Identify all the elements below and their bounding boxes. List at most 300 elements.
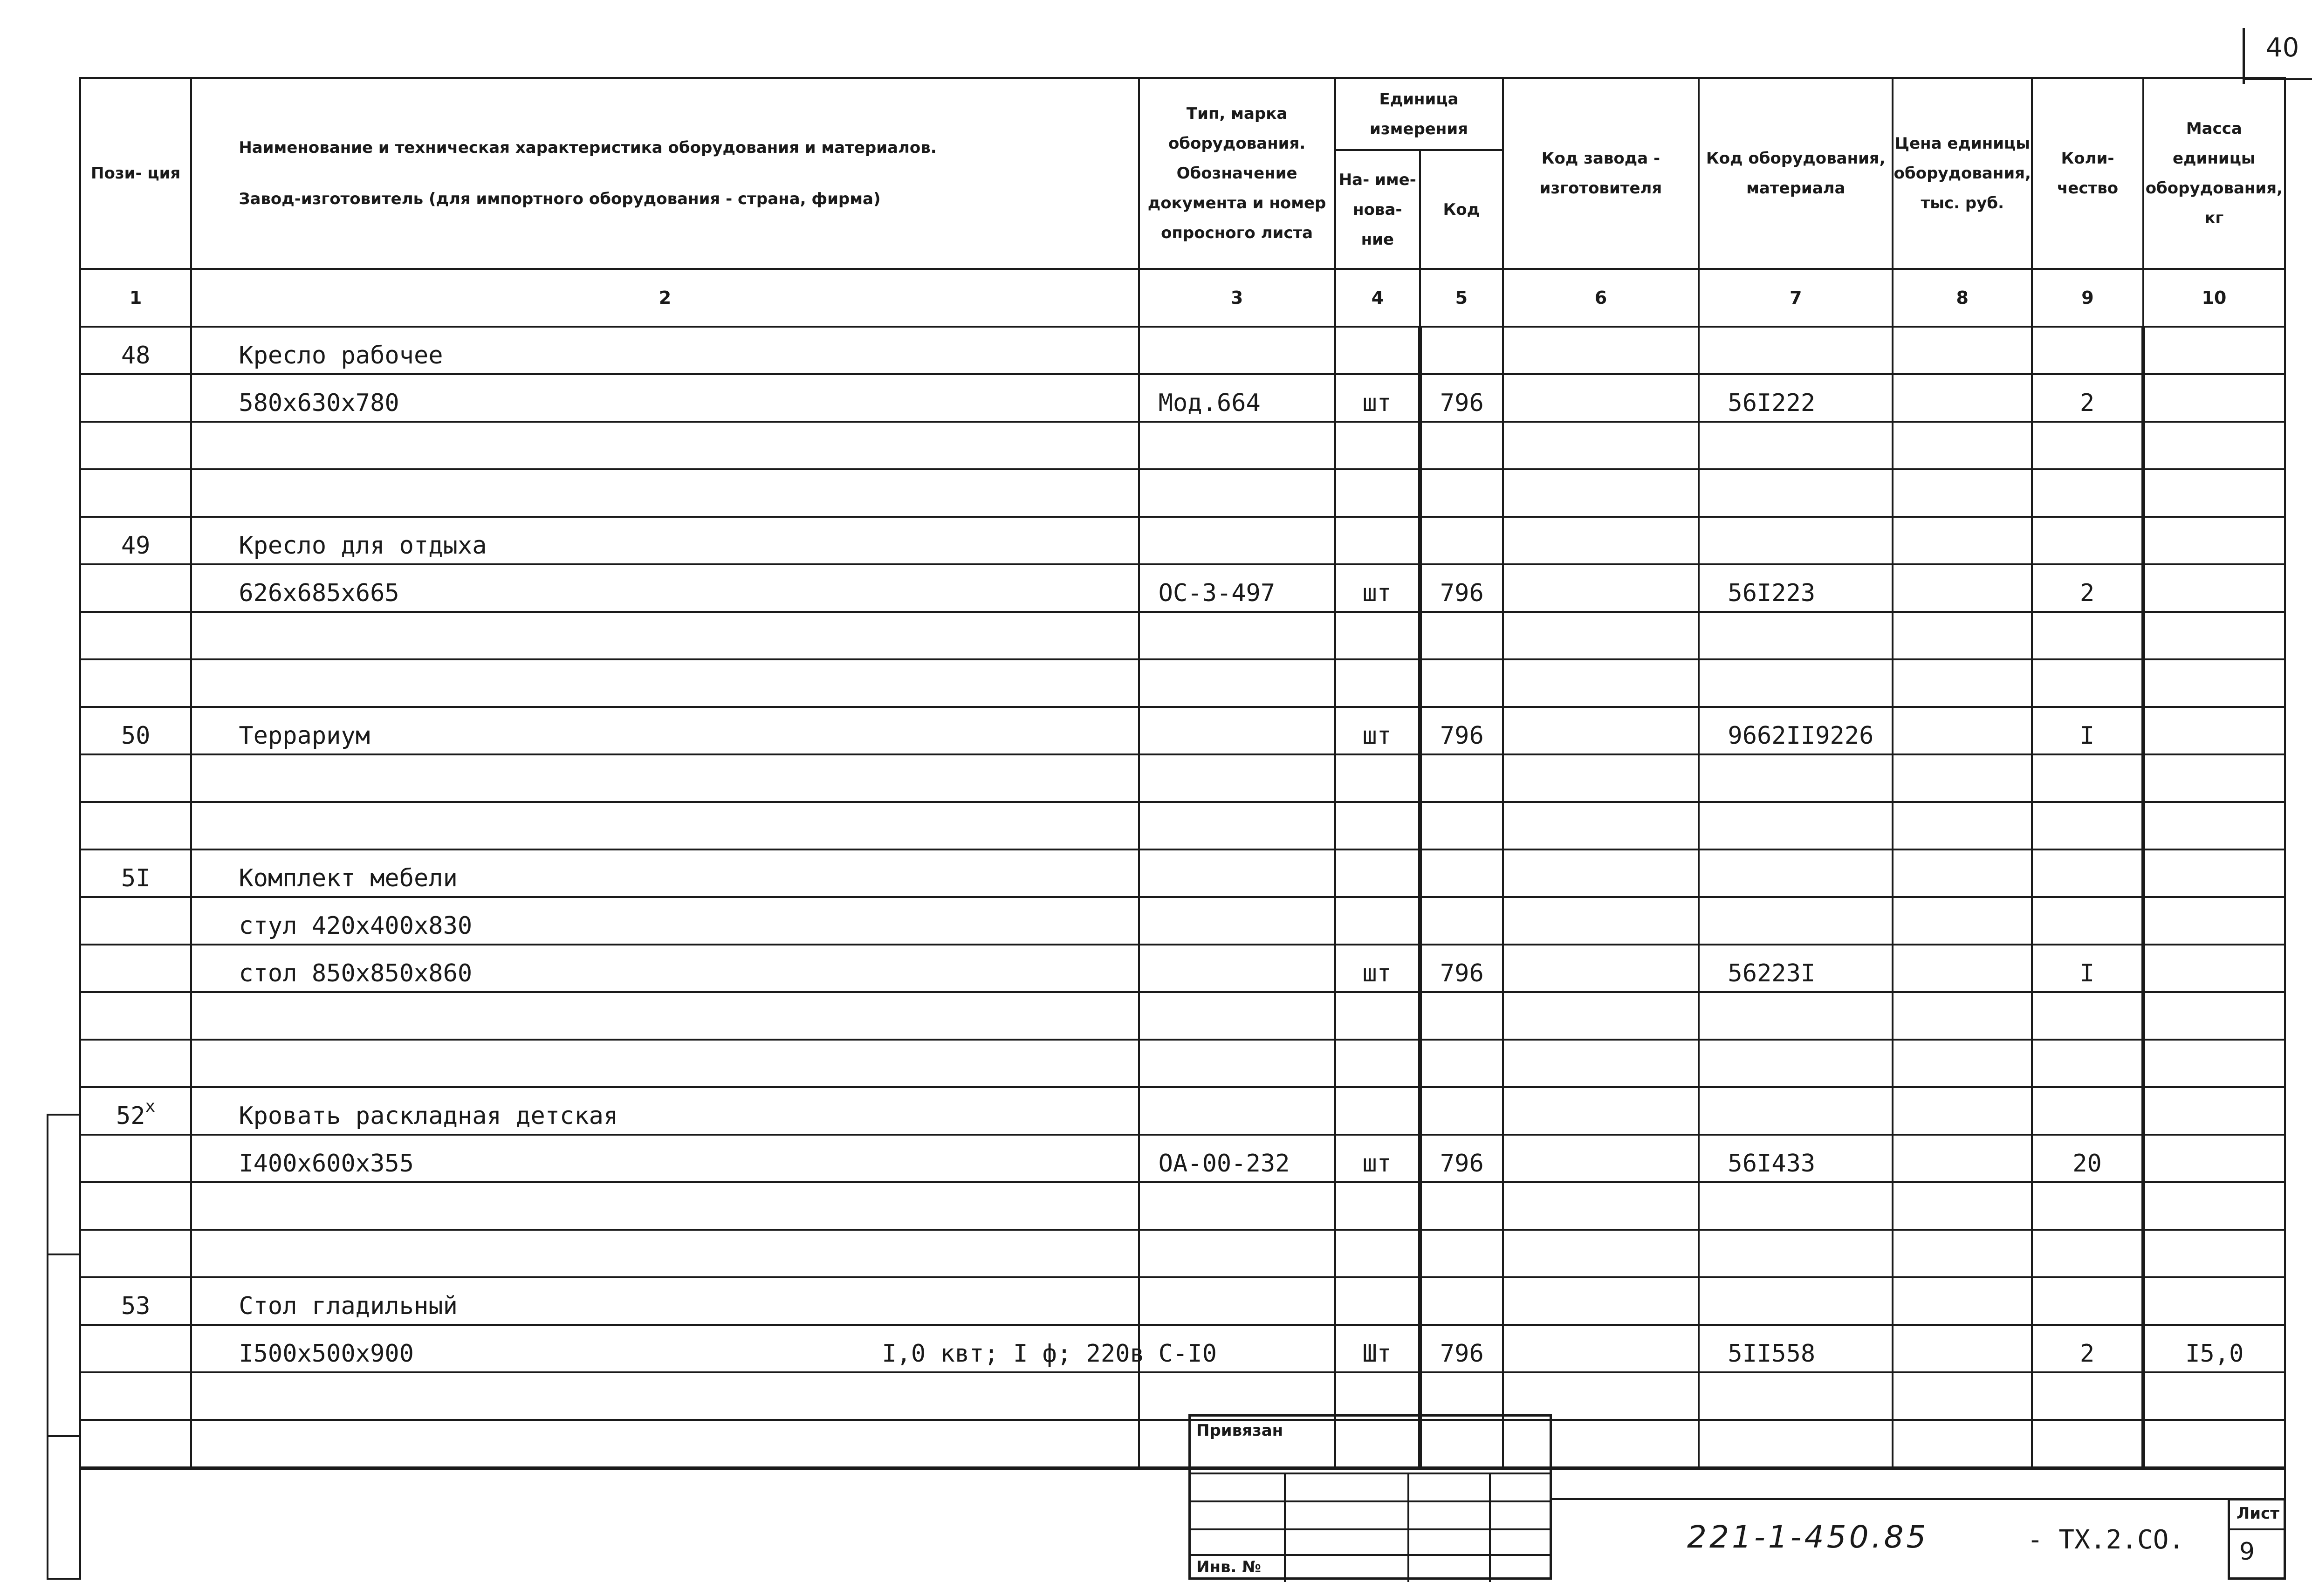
cell-text: Комплект мебели [239, 864, 458, 892]
cell-col-7 [1699, 802, 1893, 849]
cell-text: ОА-00-232 [1158, 1150, 1290, 1178]
cell-col-10 [2143, 849, 2285, 897]
cell-col-4 [1335, 327, 1420, 374]
cell-text: ОС-3-497 [1158, 579, 1276, 607]
cell-col-6 [1503, 754, 1699, 802]
cell-col-6 [1503, 1135, 1699, 1182]
cell-text: Шт [1362, 1340, 1392, 1368]
cell-text: 5I [121, 864, 151, 892]
cell-col-9 [2032, 1087, 2143, 1135]
cell-col-10 [2143, 659, 2285, 707]
cell-col-7 [1699, 992, 1893, 1040]
cell-col-8 [1893, 754, 2032, 802]
cell-text: Кресло рабочее [239, 342, 443, 370]
cell-col-1 [80, 897, 191, 945]
cell-col-4 [1335, 802, 1420, 849]
cell-text: шт [1362, 722, 1392, 750]
cell-col-9 [2032, 1277, 2143, 1325]
cell-col-2 [191, 849, 1139, 897]
cell-col-1 [80, 517, 191, 564]
cell-col-9 [2032, 1230, 2143, 1277]
cell-col-1 [80, 1182, 191, 1230]
cell-col-3 [1139, 612, 1335, 659]
cell-col-10 [2143, 754, 2285, 802]
cell-text: Стол гладильный [239, 1292, 458, 1320]
cell-col-3 [1139, 1087, 1335, 1135]
cell-col-7 [1699, 1087, 1893, 1135]
cell-col-3 [1139, 802, 1335, 849]
cell-text: 56I223 [1728, 579, 1816, 607]
table-row [80, 754, 2285, 802]
cell-col-5 [1420, 422, 1502, 469]
cell-col-8 [1893, 1277, 2032, 1325]
cell-col-1 [80, 707, 191, 754]
cell-col-1 [80, 327, 191, 374]
cell-col-1 [80, 945, 191, 992]
cell-col-6 [1503, 659, 1699, 707]
cell-col-7 [1699, 517, 1893, 564]
stamp-label: Привязан [1196, 1421, 1283, 1440]
cell-text: стул 420х400х830 [239, 912, 473, 940]
cell-col-8 [1893, 849, 2032, 897]
cell-col-10 [2143, 802, 2285, 849]
cell-col-3 [1139, 1277, 1335, 1325]
cell-col-6 [1503, 469, 1699, 517]
cell-col-8 [1893, 802, 2032, 849]
sheet-number: 9 [2239, 1538, 2255, 1566]
cell-col-6 [1503, 1040, 1699, 1087]
cell-col-1 [80, 422, 191, 469]
cell-col-9 [2032, 1182, 2143, 1230]
cell-text: I [2079, 959, 2095, 987]
cell-col-7 [1699, 1182, 1893, 1230]
cell-col-2 [191, 945, 1139, 992]
cell-text: 9662II9226 [1728, 722, 1874, 750]
cell-text: 2 [2079, 579, 2095, 607]
cell-col-4 [1335, 374, 1420, 422]
table-row [80, 1325, 2285, 1372]
cell-col-4 [1335, 754, 1420, 802]
column-number-7: 7 [1699, 269, 1893, 327]
cell-col-8 [1893, 1087, 2032, 1135]
cell-col-10 [2143, 374, 2285, 422]
header-name-line1: Наименование и техническая характеристика оборудования и материалов. [239, 138, 937, 157]
cell-col-2 [191, 897, 1139, 945]
cell-col-4 [1335, 1182, 1420, 1230]
cell-col-5 [1420, 1372, 1502, 1420]
cell-col-5 [1420, 754, 1502, 802]
corner-divider [2243, 28, 2245, 84]
cell-col-10 [2143, 945, 2285, 992]
header-position: Пози- ция [80, 78, 191, 269]
cell-col-2 [191, 802, 1139, 849]
cell-col-6 [1503, 422, 1699, 469]
cell-col-7 [1699, 327, 1893, 374]
cell-col-1 [80, 1277, 191, 1325]
cell-col-3 [1139, 659, 1335, 707]
cell-col-9 [2032, 659, 2143, 707]
cell-col-4 [1335, 612, 1420, 659]
cell-col-5 [1420, 564, 1502, 612]
cell-col-2 [191, 1372, 1139, 1420]
cell-col-5 [1420, 374, 1502, 422]
cell-col-10 [2143, 992, 2285, 1040]
cell-col-9 [2032, 849, 2143, 897]
column-number-9: 9 [2032, 269, 2143, 327]
cell-col-8 [1893, 469, 2032, 517]
cell-col-5 [1420, 1040, 1502, 1087]
cell-col-1 [80, 802, 191, 849]
cell-col-1 [80, 1420, 191, 1468]
cell-col-6 [1503, 945, 1699, 992]
cell-col-3 [1139, 754, 1335, 802]
cell-col-1 [80, 992, 191, 1040]
cell-col-6 [1503, 517, 1699, 564]
cell-col-3 [1139, 707, 1335, 754]
frame-left-line [79, 1393, 81, 1580]
cell-col-5 [1420, 1182, 1502, 1230]
cell-col-9 [2032, 374, 2143, 422]
cell-col-3 [1139, 1325, 1335, 1372]
table-row [80, 1372, 2285, 1420]
cell-col-5 [1420, 517, 1502, 564]
cell-col-9 [2032, 897, 2143, 945]
cell-col-9 [2032, 517, 2143, 564]
header-equipment-code: Код оборудования, материала [1699, 78, 1893, 269]
cell-col-7 [1699, 1040, 1893, 1087]
document-code: 221-1-450.85 [1687, 1519, 1929, 1555]
table-row [80, 992, 2285, 1040]
cell-text: I [2079, 722, 2095, 750]
cell-col-2 [191, 1135, 1139, 1182]
cell-col-4 [1335, 1135, 1420, 1182]
cell-text: 796 [1440, 959, 1484, 987]
cell-text: 52 [116, 1102, 145, 1130]
cell-col-6 [1503, 612, 1699, 659]
cell-col-1 [80, 469, 191, 517]
cell-col-1 [80, 1372, 191, 1420]
cell-col-8 [1893, 707, 2032, 754]
cell-col-1 [80, 1040, 191, 1087]
cell-col-2 [191, 1040, 1139, 1087]
cell-col-6 [1503, 1230, 1699, 1277]
cell-text: Кровать раскладная детская [239, 1102, 618, 1130]
cell-col-10 [2143, 1087, 2285, 1135]
corner-page-number: 40 [2266, 33, 2299, 63]
cell-text: 20 [2072, 1150, 2102, 1178]
cell-col-7 [1699, 945, 1893, 992]
cell-col-10 [2143, 1182, 2285, 1230]
cell-col-6 [1503, 897, 1699, 945]
cell-col-10 [2143, 612, 2285, 659]
cell-col-7 [1699, 1230, 1893, 1277]
cell-col-3 [1139, 469, 1335, 517]
cell-col-3 [1139, 422, 1335, 469]
cell-text: шт [1362, 389, 1392, 417]
cell-col-4 [1335, 1040, 1420, 1087]
cell-col-2 [191, 422, 1139, 469]
cell-col-4 [1335, 469, 1420, 517]
cell-col-5 [1420, 1230, 1502, 1277]
cell-col-9 [2032, 1325, 2143, 1372]
cell-col-10 [2143, 1040, 2285, 1087]
cell-text: 56I222 [1728, 389, 1816, 417]
cell-col-2 [191, 1230, 1139, 1277]
cell-text: 56I433 [1728, 1150, 1816, 1178]
cell-col-3 [1139, 1182, 1335, 1230]
cell-col-7 [1699, 564, 1893, 612]
cell-col-8 [1893, 1135, 2032, 1182]
cell-col-3 [1139, 564, 1335, 612]
cell-col-5 [1420, 469, 1502, 517]
cell-text: 56223I [1728, 959, 1816, 987]
cell-col-2 [191, 1277, 1139, 1325]
cell-col-5 [1420, 707, 1502, 754]
cell-col-5 [1420, 1135, 1502, 1182]
table-row [80, 1040, 2285, 1087]
cell-col-8 [1893, 564, 2032, 612]
cell-text: I500х500х900 [239, 1340, 414, 1368]
table-row [80, 1420, 2285, 1468]
table-row [80, 945, 2285, 992]
cell-col-6 [1503, 564, 1699, 612]
cell-col-6 [1503, 849, 1699, 897]
header-name [191, 78, 1139, 269]
cell-col-9 [2032, 754, 2143, 802]
title-block-top-line [1552, 1498, 2228, 1500]
cell-col-7 [1699, 707, 1893, 754]
header-factory-code: Код завода - изготовителя [1503, 78, 1699, 269]
cell-text: 5II558 [1728, 1340, 1816, 1368]
cell-col-4 [1335, 517, 1420, 564]
table-row [80, 1087, 2285, 1135]
cell-col-7 [1699, 849, 1893, 897]
cell-col-4 [1335, 1325, 1420, 1372]
cell-col-2 [191, 327, 1139, 374]
cell-col-9 [2032, 422, 2143, 469]
cell-text: 796 [1440, 1340, 1484, 1368]
cell-col-10 [2143, 1372, 2285, 1420]
cell-col-2 [191, 1182, 1139, 1230]
table-row [80, 517, 2285, 564]
header-unit-code: Код [1420, 150, 1502, 269]
cell-col-5 [1420, 327, 1502, 374]
cell-col-8 [1893, 422, 2032, 469]
cell-text: Террариум [239, 722, 370, 750]
approval-stamp-block [1188, 1414, 1552, 1580]
column-number-3: 3 [1139, 269, 1335, 327]
table-row [80, 564, 2285, 612]
cell-col-4 [1335, 1230, 1420, 1277]
column-number-2: 2 [191, 269, 1139, 327]
cell-text: шт [1362, 1150, 1392, 1178]
cell-text: 2 [2079, 389, 2095, 417]
cell-col-4 [1335, 659, 1420, 707]
sheet-label: Лист [2237, 1504, 2279, 1523]
cell-col-6 [1503, 707, 1699, 754]
cell-col-7 [1699, 897, 1893, 945]
cell-col-7 [1699, 469, 1893, 517]
cell-col-1 [80, 612, 191, 659]
cell-col-5 [1420, 1325, 1502, 1372]
header-type: Тип, марка оборудования. Обозначение документа и номер опросного листа [1139, 78, 1335, 269]
cell-col-3 [1139, 897, 1335, 945]
cell-text: шт [1362, 579, 1392, 607]
cell-col-3 [1139, 849, 1335, 897]
cell-col-6 [1503, 1372, 1699, 1420]
cell-col-6 [1503, 1277, 1699, 1325]
cell-col-10 [2143, 517, 2285, 564]
cell-col-10 [2143, 469, 2285, 517]
cell-col-7 [1699, 1277, 1893, 1325]
cell-col-5 [1420, 659, 1502, 707]
cell-col-5 [1420, 1277, 1502, 1325]
cell-col-8 [1893, 327, 2032, 374]
header-name-line2: Завод-изготовитель (для импортного оборудования - страна, фирма) [239, 190, 881, 208]
cell-col-9 [2032, 707, 2143, 754]
cell-col-2 [191, 754, 1139, 802]
table-row [80, 1277, 2285, 1325]
cell-text: 53 [121, 1292, 151, 1320]
cell-col-2 [191, 707, 1139, 754]
table-row [80, 802, 2285, 849]
cell-col-10 [2143, 1230, 2285, 1277]
cell-col-7 [1699, 754, 1893, 802]
cell-text: 2 [2079, 1340, 2095, 1368]
cell-col-1 [80, 1230, 191, 1277]
table-row [80, 374, 2285, 422]
cell-text: 48 [121, 342, 151, 370]
cell-col-10 [2143, 1325, 2285, 1372]
cell-col-4 [1335, 897, 1420, 945]
cell-col-4 [1335, 849, 1420, 897]
cell-col-10 [2143, 1135, 2285, 1182]
cell-col-5 [1420, 612, 1502, 659]
cell-text: 796 [1440, 1150, 1484, 1178]
cell-col-9 [2032, 802, 2143, 849]
cell-col-3 [1139, 327, 1335, 374]
cell-col-8 [1893, 1325, 2032, 1372]
cell-col-10 [2143, 422, 2285, 469]
cell-col-2 [191, 1420, 1139, 1468]
cell-col-10 [2143, 1277, 2285, 1325]
column-number-8: 8 [1893, 269, 2032, 327]
header-unit-group: Единица измерения [1335, 78, 1503, 150]
cell-text: Мод.664 [1158, 389, 1261, 417]
column-number-1: 1 [80, 269, 191, 327]
cell-col-7 [1699, 1372, 1893, 1420]
cell-col-7 [1699, 612, 1893, 659]
cell-col-5 [1420, 945, 1502, 992]
cell-col-6 [1503, 992, 1699, 1040]
cell-col-8 [1893, 1040, 2032, 1087]
table-row [80, 422, 2285, 469]
specification-table [79, 77, 2286, 1470]
cell-col-2 [191, 1087, 1139, 1135]
table-row [80, 469, 2285, 517]
cell-col-8 [1893, 945, 2032, 992]
cell-text: 796 [1440, 722, 1484, 750]
column-number-4: 4 [1335, 269, 1420, 327]
cell-col-5 [1420, 1087, 1502, 1135]
cell-col-7 [1699, 1325, 1893, 1372]
cell-col-3 [1139, 1230, 1335, 1277]
cell-col-6 [1503, 1087, 1699, 1135]
cell-col-2 [191, 612, 1139, 659]
table-row [80, 1182, 2285, 1230]
cell-text: I5,0 [2185, 1340, 2244, 1368]
cell-col-1 [80, 564, 191, 612]
cell-col-1 [80, 659, 191, 707]
cell-text: I400х600х355 [239, 1150, 414, 1178]
cell-text: С-I0 [1158, 1340, 1217, 1368]
cell-text: Кресло для отдыха [239, 532, 487, 560]
cell-col-3 [1139, 1372, 1335, 1420]
cell-col-7 [1699, 1420, 1893, 1468]
cell-col-7 [1699, 422, 1893, 469]
cell-text: 796 [1440, 389, 1484, 417]
position-mark: х [145, 1097, 156, 1116]
cell-col-1 [80, 754, 191, 802]
table-row [80, 849, 2285, 897]
cell-col-6 [1503, 1325, 1699, 1372]
cell-col-4 [1335, 1087, 1420, 1135]
cell-col-5 [1420, 849, 1502, 897]
table-row [80, 707, 2285, 754]
cell-col-1 [80, 1135, 191, 1182]
cell-col-5 [1420, 802, 1502, 849]
column-number-6: 6 [1503, 269, 1699, 327]
inventory-number-label: Инв. № [1196, 1558, 1262, 1576]
cell-col-8 [1893, 1182, 2032, 1230]
cell-text: 50 [121, 722, 151, 750]
cell-col-9 [2032, 1135, 2143, 1182]
cell-col-6 [1503, 802, 1699, 849]
cell-col-7 [1699, 374, 1893, 422]
cell-col-3 [1139, 945, 1335, 992]
cell-col-5 [1420, 897, 1502, 945]
binding-strip [47, 1114, 81, 1580]
cell-col-4 [1335, 422, 1420, 469]
table-row [80, 612, 2285, 659]
cell-col-3 [1139, 992, 1335, 1040]
table-row [80, 1230, 2285, 1277]
cell-col-3 [1139, 374, 1335, 422]
cell-col-9 [2032, 1420, 2143, 1468]
power-spec-note: I,0 квт; I ф; 220в [882, 1340, 1145, 1368]
cell-col-9 [2032, 612, 2143, 659]
cell-col-4 [1335, 992, 1420, 1040]
header-unit-name: На- име- нова- ние [1335, 150, 1420, 269]
table-row [80, 1135, 2285, 1182]
cell-col-4 [1335, 707, 1420, 754]
cell-col-10 [2143, 564, 2285, 612]
cell-col-2 [191, 469, 1139, 517]
cell-col-9 [2032, 992, 2143, 1040]
cell-col-4 [1335, 945, 1420, 992]
cell-col-6 [1503, 327, 1699, 374]
cell-col-10 [2143, 897, 2285, 945]
cell-col-4 [1335, 564, 1420, 612]
cell-col-3 [1139, 1135, 1335, 1182]
cell-col-8 [1893, 659, 2032, 707]
cell-col-9 [2032, 469, 2143, 517]
cell-col-7 [1699, 659, 1893, 707]
cell-col-1 [80, 374, 191, 422]
cell-col-7 [1699, 1135, 1893, 1182]
cell-col-6 [1503, 1182, 1699, 1230]
cell-text: 626х685х665 [239, 579, 399, 607]
